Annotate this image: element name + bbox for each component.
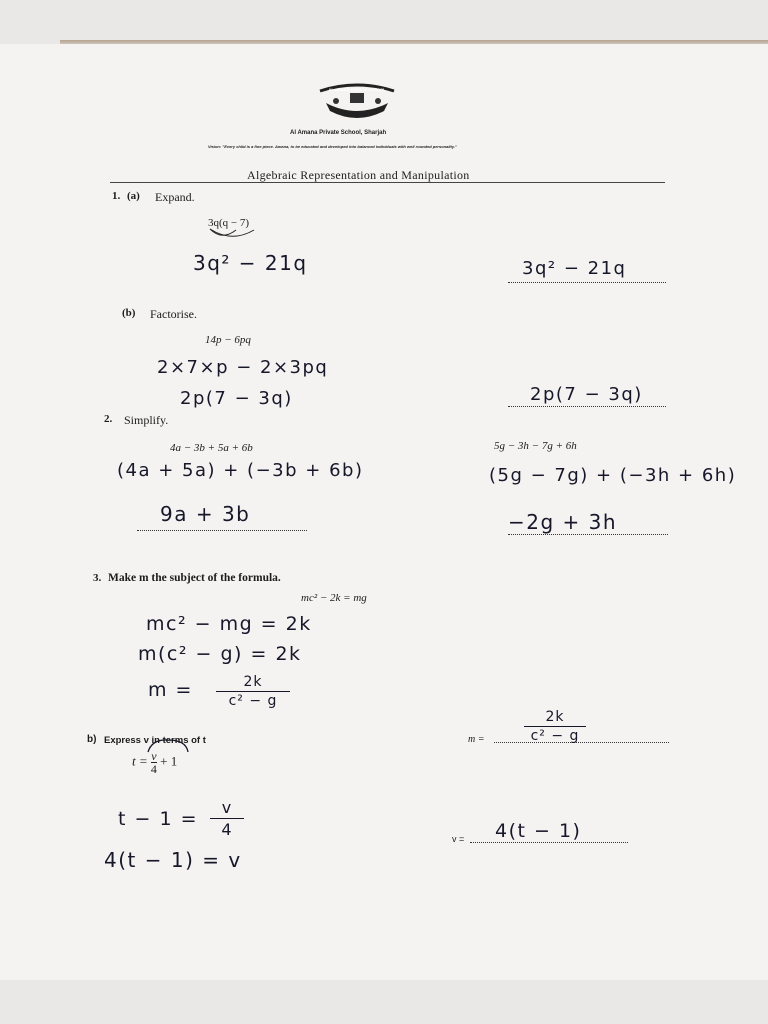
q3-working-3-numerator: 2k	[243, 674, 263, 690]
q3-instruction: Make m the subject of the formula.	[108, 572, 281, 584]
logo-lettering: AL AMANA PRIVATE SCHOOL	[328, 87, 386, 92]
q3b-working-1-fraction	[210, 798, 244, 839]
school-vision: Vision: "Every child is a fine piece. Amana, to be educated and developed into balanced individuals with well rounded personality."	[208, 144, 457, 149]
q1b-working-2: 2p(7 − 3q)	[180, 388, 293, 409]
q1b-instruction: Factorise.	[150, 307, 197, 321]
q2-right-answer: −2g + 3h	[508, 510, 618, 534]
q3b-working-2: 4(t − 1) = v	[104, 848, 242, 872]
q3-formula: mc² − 2k = mg	[301, 592, 367, 604]
q3-answer-denominator: c² − g	[530, 728, 580, 744]
title-rule	[110, 182, 665, 183]
q3-number: 3.	[93, 572, 102, 584]
q3-working-3-lhs: m =	[148, 679, 193, 701]
q3-working-3-fraction	[216, 674, 290, 709]
q2-number: 2.	[104, 413, 113, 425]
q3b-formula-lhs: t =	[132, 753, 148, 769]
q3b-formula-rhs: + 1	[160, 753, 178, 769]
fraction-bar	[216, 691, 290, 692]
q3b-formula-fraction	[151, 750, 157, 775]
q1a-label: (a)	[127, 190, 140, 202]
q3b-working-1-denominator: 4	[221, 820, 233, 839]
q2-right-working: (5g − 7g) + (−3h + 6h)	[489, 465, 737, 486]
q3b-working-1-numerator: v	[221, 798, 233, 817]
q3b-answer-label: v =	[452, 834, 465, 844]
q1b-working-1: 2×7×p − 2×3pq	[157, 357, 329, 378]
q3-answer-label: m =	[468, 734, 485, 745]
q3b-instruction: Express v in terms of t	[104, 735, 206, 746]
q3-answer-fraction	[524, 709, 586, 744]
q3-working-1: mc² − mg = 2k	[146, 613, 312, 635]
worksheet-page	[0, 44, 768, 980]
q1a-instruction: Expand.	[155, 190, 195, 204]
school-name: Al Amana Private School, Sharjah	[290, 130, 387, 136]
expansion-arrows	[206, 227, 260, 241]
q1b-expression: 14p − 6pq	[205, 334, 251, 346]
q3b-working-1-lhs: t − 1 =	[118, 808, 198, 830]
q2-left-answer: 9a + 3b	[160, 502, 251, 526]
q3b-label: b)	[87, 734, 97, 745]
q1a-answer: 3q² − 21q	[522, 258, 627, 279]
q3-working-2: m(c² − g) = 2k	[138, 643, 302, 665]
q1b-label: (b)	[122, 307, 136, 319]
q3b-answer: 4(t − 1)	[495, 820, 582, 842]
q3b-formula-numerator: v	[151, 749, 157, 763]
q3-working-3-denominator: c² − g	[228, 693, 278, 709]
q2-instruction: Simplify.	[124, 413, 169, 427]
q1a-working: 3q² − 21q	[193, 251, 308, 275]
q2-left-expression: 4a − 3b + 5a + 6b	[170, 442, 253, 454]
q3b-formula	[132, 750, 177, 775]
school-logo	[312, 81, 402, 121]
q2-right-expression: 5g − 3h − 7g + 6h	[494, 440, 577, 452]
q1b-answer: 2p(7 − 3q)	[530, 384, 643, 405]
page-title: Algebraic Representation and Manipulation	[247, 168, 470, 182]
q1-number: 1.	[112, 190, 121, 202]
q2-left-working: (4a + 5a) + (−3b + 6b)	[117, 460, 364, 481]
q1a-expression: 3q(q − 7)	[208, 217, 250, 229]
q3b-formula-denominator: 4	[150, 762, 157, 776]
q3-answer-numerator: 2k	[545, 709, 565, 725]
fraction-bar	[210, 818, 244, 819]
fraction-bar	[524, 726, 586, 727]
